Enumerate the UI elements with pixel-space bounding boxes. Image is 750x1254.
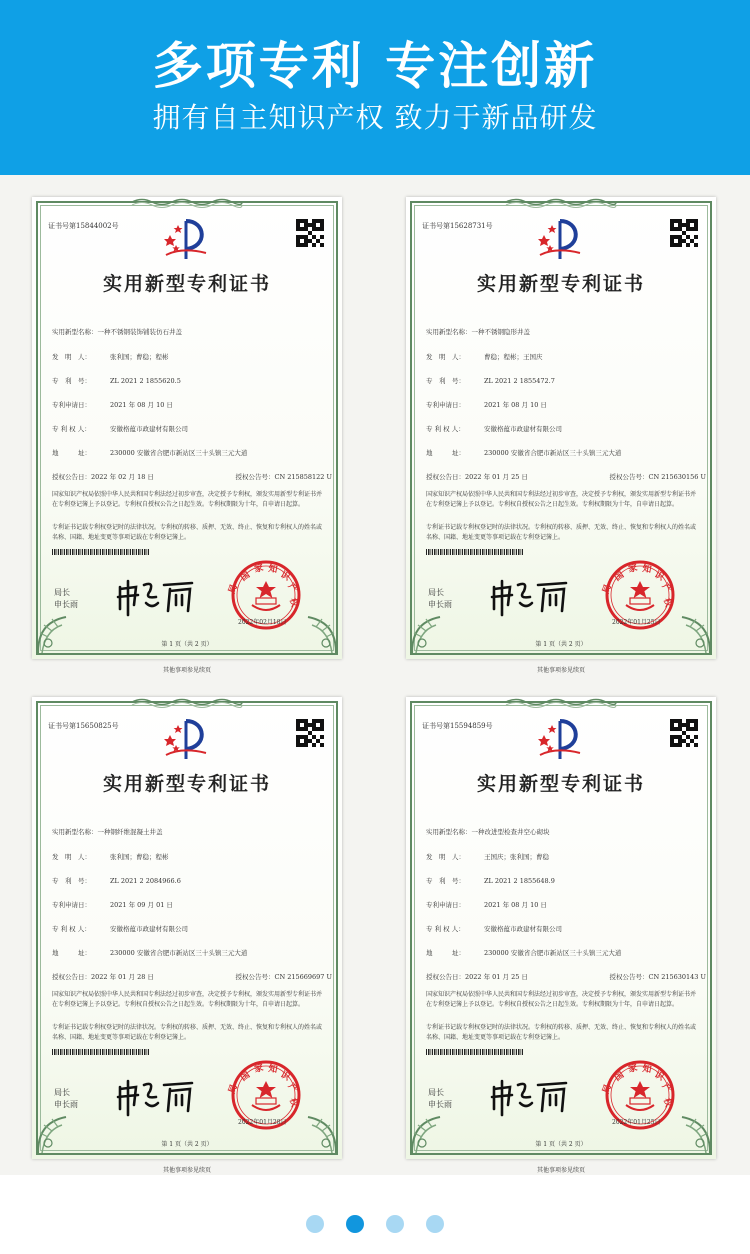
utility-model-name: 实用新型名称：一种不锈钢隐形井盖 [426, 328, 530, 336]
svg-text:家: 家 [253, 1063, 265, 1075]
certificate-title: 实用新型专利证书 [102, 273, 271, 295]
cnipa-logo-icon [536, 217, 586, 261]
address-field: 地 址： 230000 安徽省合肥市新站区三十头镇三元大道 [426, 949, 622, 957]
corner-ornament-icon [670, 613, 712, 655]
qr-code-icon [296, 719, 324, 747]
corner-ornament-icon [296, 1113, 338, 1155]
patent-certificate[interactable] [32, 697, 342, 1177]
svg-text:局: 局 [227, 1083, 240, 1096]
svg-text:权: 权 [661, 1097, 674, 1109]
address-field: 地 址： 230000 安徽省合肥市新站区三十头镇三元大道 [52, 449, 248, 457]
continued-note: 其他事项参见续页 [162, 667, 211, 674]
svg-text:产: 产 [659, 1081, 674, 1095]
cnipa-logo-icon [162, 717, 212, 761]
page-number: 第 1 页（共 2 页） [535, 641, 587, 648]
svg-text:家: 家 [627, 1063, 639, 1075]
corner-ornament-icon [410, 613, 452, 655]
inventor-field: 发 明 人： 张利国；曹稳；程彬 [52, 853, 169, 861]
certificate-paragraph-2: 专利证书记载专利权登记时的法律状况。专利权的转移、质押、无效、终止、恢复和专利权人的姓名或名称、国籍、地址变更等事项记载在专利登记簿上。 [426, 1024, 697, 1041]
certificate-paper [32, 197, 342, 659]
carousel-pager [0, 1175, 750, 1254]
certificate-title: 实用新型专利证书 [102, 773, 271, 795]
top-ornament-icon [132, 197, 242, 207]
barcode-icon [426, 549, 524, 555]
certificate-paper [32, 697, 342, 1159]
svg-text:国: 国 [612, 570, 627, 584]
cnipa-logo-icon [162, 217, 212, 261]
certificate-paper [406, 197, 716, 659]
utility-model-name: 实用新型名称：一种钢纤维混凝土井盖 [52, 828, 163, 836]
certificate-paragraph-2: 专利证书记载专利权登记时的法律状况。专利权的转移、质押、无效、终止、恢复和专利权人的姓名或名称、国籍、地址变更等事项记载在专利登记簿上。 [52, 524, 323, 541]
corner-ornament-icon [36, 613, 78, 655]
certificate-paragraph-1: 国家知识产权局依照中华人民共和国专利法经过初步审查，决定授予专利权，颁发实用新型专利证书并在专利登记簿上予以登记。专利权自授权公告之日起生效。专利权期限为十年，自申请日起算。 [52, 491, 323, 508]
banner-subtitle: 拥有自主知识产权 致力于新品研发 [152, 101, 598, 134]
certificate-number: 证书号第15650825号 [48, 722, 119, 730]
continued-note: 其他事项参见续页 [162, 1167, 211, 1174]
certificate-number: 证书号第15628731号 [422, 222, 493, 230]
cnipa-logo-icon [536, 717, 586, 761]
barcode-icon [52, 1049, 150, 1055]
certificate-title: 实用新型专利证书 [476, 273, 645, 295]
utility-model-name: 实用新型名称：一种改进型检查井空心砌块 [426, 828, 550, 836]
qr-code-icon [670, 219, 698, 247]
pager-dot[interactable] [386, 1215, 404, 1233]
certificate-paragraph-2: 专利证书记载专利权登记时的法律状况。专利权的转移、质押、无效、终止、恢复和专利权人的姓名或名称、国籍、地址变更等事项记载在专利登记簿上。 [52, 1024, 323, 1041]
certificate-number: 证书号第15594859号 [422, 722, 493, 730]
top-ornament-icon [132, 697, 242, 707]
address-field: 地 址： 230000 安徽省合肥市新站区三十头镇三元大道 [52, 949, 248, 957]
filing-date-field: 专利申请日： 2021 年 09 月 01 日 [52, 901, 173, 909]
inventor-field: 发 明 人： 曹稳；程彬；王国庆 [426, 353, 543, 361]
top-ornament-icon [506, 697, 616, 707]
patent-number-field: 专 利 号： ZL 2021 2 1855648.9 [426, 877, 555, 885]
page-number: 第 1 页（共 2 页） [535, 1141, 587, 1148]
announcement-field: 授权公告日：2022 年 01 月 25 日 授权公告号：CN 215630143 U [426, 973, 706, 981]
director-title: 局长 申长雨 [54, 588, 78, 609]
svg-text:局: 局 [601, 583, 614, 596]
utility-model-name: 实用新型名称：一种不锈钢装饰铺装仿石井盖 [52, 328, 182, 336]
director-title: 局长 申长雨 [54, 1088, 78, 1109]
seal-date: 2022年01月25日 [612, 619, 661, 626]
barcode-icon [52, 549, 150, 555]
certificate-gallery [0, 175, 750, 1175]
announcement-field: 授权公告日：2022 年 01 月 28 日 授权公告号：CN 215669697 U [52, 973, 332, 981]
page-number: 第 1 页（共 2 页） [161, 641, 213, 648]
svg-text:识: 识 [278, 569, 292, 584]
svg-text:权: 权 [661, 597, 674, 609]
pager-dot[interactable] [426, 1215, 444, 1233]
seal-date: 2022年01月28日 [238, 1119, 287, 1126]
filing-date-field: 专利申请日： 2021 年 08 月 10 日 [52, 401, 173, 409]
director-signature-icon [488, 1075, 570, 1117]
corner-ornament-icon [410, 1113, 452, 1155]
top-ornament-icon [506, 197, 616, 207]
patent-number-field: 专 利 号： ZL 2021 2 2084966.6 [52, 877, 181, 885]
pager-dot[interactable] [346, 1215, 364, 1233]
certificate-paragraph-1: 国家知识产权局依照中华人民共和国专利法经过初步审查，决定授予专利权，颁发实用新型专利证书并在专利登记簿上予以登记。专利权自授权公告之日起生效。专利权期限为十年，自申请日起算。 [52, 991, 323, 1008]
svg-text:产: 产 [285, 581, 300, 595]
patent-holder-field: 专 利 权 人： 安徽格蕴市政建材有限公司 [52, 425, 188, 433]
patent-holder-field: 专 利 权 人： 安徽格蕴市政建材有限公司 [426, 425, 562, 433]
certificate-title: 实用新型专利证书 [476, 773, 645, 795]
svg-text:局: 局 [601, 1083, 614, 1096]
patent-holder-field: 专 利 权 人： 安徽格蕴市政建材有限公司 [52, 925, 188, 933]
patent-number-field: 专 利 号： ZL 2021 2 1855472.7 [426, 377, 555, 385]
patent-holder-field: 专 利 权 人： 安徽格蕴市政建材有限公司 [426, 925, 562, 933]
inventor-field: 发 明 人： 张利国；曹稳；程彬 [52, 353, 169, 361]
continued-note: 其他事项参见续页 [536, 667, 585, 674]
svg-text:国: 国 [238, 1070, 253, 1084]
corner-ornament-icon [670, 1113, 712, 1155]
svg-text:识: 识 [278, 1069, 292, 1084]
filing-date-field: 专利申请日： 2021 年 08 月 10 日 [426, 901, 547, 909]
announcement-field: 授权公告日：2022 年 02 月 18 日 授权公告号：CN 215858122 U [52, 473, 332, 481]
seal-date: 2022年01月25日 [612, 1119, 661, 1126]
svg-text:局: 局 [227, 583, 240, 596]
corner-ornament-icon [36, 1113, 78, 1155]
header-banner [0, 0, 750, 175]
patent-certificate[interactable] [406, 197, 716, 677]
svg-text:知: 知 [641, 564, 653, 576]
svg-text:国: 国 [238, 570, 253, 584]
svg-text:产: 产 [285, 1081, 300, 1095]
certificate-paragraph-2: 专利证书记载专利权登记时的法律状况。专利权的转移、质押、无效、终止、恢复和专利权人的姓名或名称、国籍、地址变更等事项记载在专利登记簿上。 [426, 524, 697, 541]
continued-note: 其他事项参见续页 [536, 1167, 585, 1174]
svg-text:识: 识 [652, 569, 666, 584]
certificate-paragraph-1: 国家知识产权局依照中华人民共和国专利法经过初步审查，决定授予专利权，颁发实用新型专利证书并在专利登记簿上予以登记。专利权自授权公告之日起生效。专利权期限为十年，自申请日起算。 [426, 491, 697, 508]
svg-text:家: 家 [627, 563, 639, 575]
address-field: 地 址： 230000 安徽省合肥市新站区三十头镇三元大道 [426, 449, 622, 457]
svg-text:权: 权 [287, 597, 300, 609]
svg-text:产: 产 [659, 581, 674, 595]
director-signature-icon [114, 1075, 196, 1117]
director-title: 局长 申长雨 [428, 1088, 452, 1109]
certificate-number: 证书号第15844002号 [48, 222, 119, 230]
svg-text:家: 家 [253, 563, 265, 575]
qr-code-icon [296, 219, 324, 247]
svg-text:权: 权 [287, 1097, 300, 1109]
qr-code-icon [670, 719, 698, 747]
svg-text:知: 知 [267, 564, 279, 576]
patent-certificate[interactable] [406, 697, 716, 1177]
barcode-icon [426, 1049, 524, 1055]
svg-text:识: 识 [652, 1069, 666, 1084]
svg-text:知: 知 [267, 1064, 279, 1076]
certificate-paper [406, 697, 716, 1159]
patent-number-field: 专 利 号： ZL 2021 2 1855620.5 [52, 377, 181, 385]
page-number: 第 1 页（共 2 页） [161, 1141, 213, 1148]
svg-text:知: 知 [641, 1064, 653, 1076]
banner-title: 多项专利 专注创新 [152, 37, 598, 95]
seal-date: 2022年02月18日 [238, 619, 287, 626]
certificate-paragraph-1: 国家知识产权局依照中华人民共和国专利法经过初步审查，决定授予专利权，颁发实用新型专利证书并在专利登记簿上予以登记。专利权自授权公告之日起生效。专利权期限为十年，自申请日起算。 [426, 991, 697, 1008]
inventor-field: 发 明 人： 王国庆；张利国；曹稳 [426, 853, 549, 861]
corner-ornament-icon [296, 613, 338, 655]
director-signature-icon [488, 575, 570, 617]
filing-date-field: 专利申请日： 2021 年 08 月 10 日 [426, 401, 547, 409]
pager-dot[interactable] [306, 1215, 324, 1233]
patent-certificate[interactable] [32, 197, 342, 677]
svg-text:国: 国 [612, 1070, 627, 1084]
announcement-field: 授权公告日：2022 年 01 月 25 日 授权公告号：CN 215630156 U [426, 473, 706, 481]
director-title: 局长 申长雨 [428, 588, 452, 609]
director-signature-icon [114, 575, 196, 617]
